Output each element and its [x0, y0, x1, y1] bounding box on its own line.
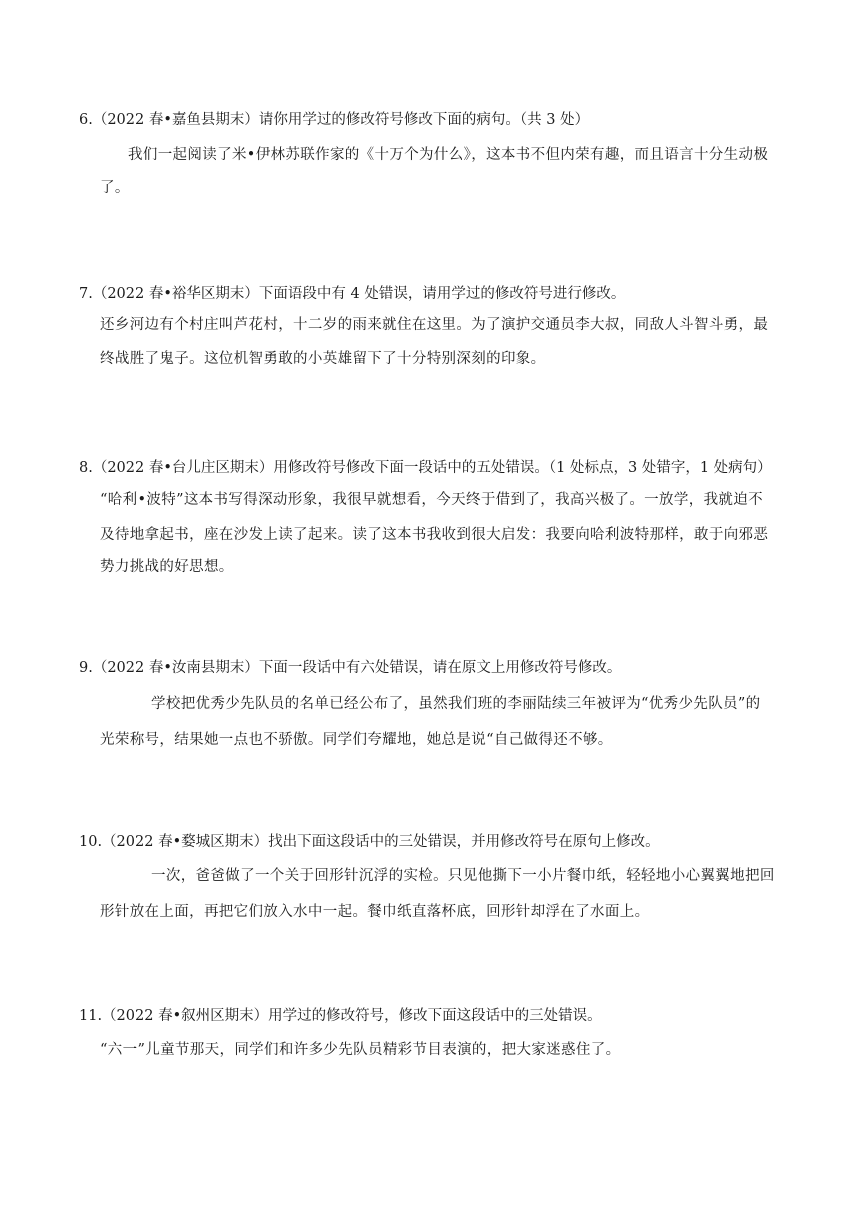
question-10-text-line-1: 一次，爸爸做了一个关于回形针沉浮的实检。只见他撕下一小片餐巾纸，轻轻地小心翼翼地把回 [151, 868, 775, 884]
question-10-text-line-2: 形针放在上面，再把它们放入水中一起。餐巾纸直落杯底，回形针却浮在了水面上。 [100, 904, 650, 920]
question-9-text-line-2: 光荣称号，结果她一点也不骄傲。同学们夸耀地，她总是说“自己做得还不够。 [100, 732, 613, 748]
question-6-text-line-2: 了。 [100, 180, 130, 196]
question-9-prompt: 9.（2022 春•汝南县期末）下面一段话中有六处错误，请在原文上用修改符号修改。 [79, 660, 622, 676]
question-7-text-line-2: 终战胜了鬼子。这位机智勇敢的小英雄留下了十分特别深刻的印象。 [100, 351, 546, 367]
question-8-text-line-1: “哈利•波特”这本书写得深动形象，我很早就想看，今天终于借到了，我高兴极了。一放学，我就迫不 [100, 492, 763, 508]
question-11-prompt: 11.（2022 春•叙州区期末）用学过的修改符号，修改下面这段话中的三处错误。 [79, 1008, 602, 1024]
question-8-prompt: 8.（2022 春•台儿庄区期末）用修改符号修改下面一段话中的五处错误。（1 处标点，3 处错字，1 处病句） [79, 460, 772, 476]
question-6-prompt: 6.（2022 春•嘉鱼县期末）请你用学过的修改符号修改下面的病句。（共 3 处） [79, 112, 590, 128]
question-8-text-line-2: 及待地拿起书，座在沙发上读了起来。读了这本书我收到很大启发：我要向哈利波特那样，敢于向邪恶 [100, 527, 769, 543]
question-9-text-line-1: 学校把优秀少先队员的名单已经公布了，虽然我们班的李丽陆续三年被评为“优秀少先队员”的 [151, 696, 761, 712]
question-7-prompt: 7.（2022 春•裕华区期末）下面语段中有 4 处错误，请用学过的修改符号进行修改。 [79, 286, 626, 302]
question-6-text-line-1: 我们一起阅读了米•伊林苏联作家的《十万个为什么》，这本书不但内荣有趣，而且语言十分生动极 [128, 147, 769, 163]
question-7-text-line-1: 还乡河边有个村庄叫芦花村，十二岁的雨来就住在这里。为了演护交通员李大叔，同敌人斗智斗勇，最 [100, 317, 769, 333]
question-10-prompt: 10.（2022 春•婺城区期末）找出下面这段话中的三处错误，并用修改符号在原句上修改。 [79, 834, 660, 850]
question-8-text-line-3: 势力挑战的好思想。 [100, 559, 234, 575]
question-11-text-line-1: “六一”儿童节那天，同学们和许多少先队员精彩节目表演的，把大家迷惑住了。 [100, 1042, 621, 1058]
